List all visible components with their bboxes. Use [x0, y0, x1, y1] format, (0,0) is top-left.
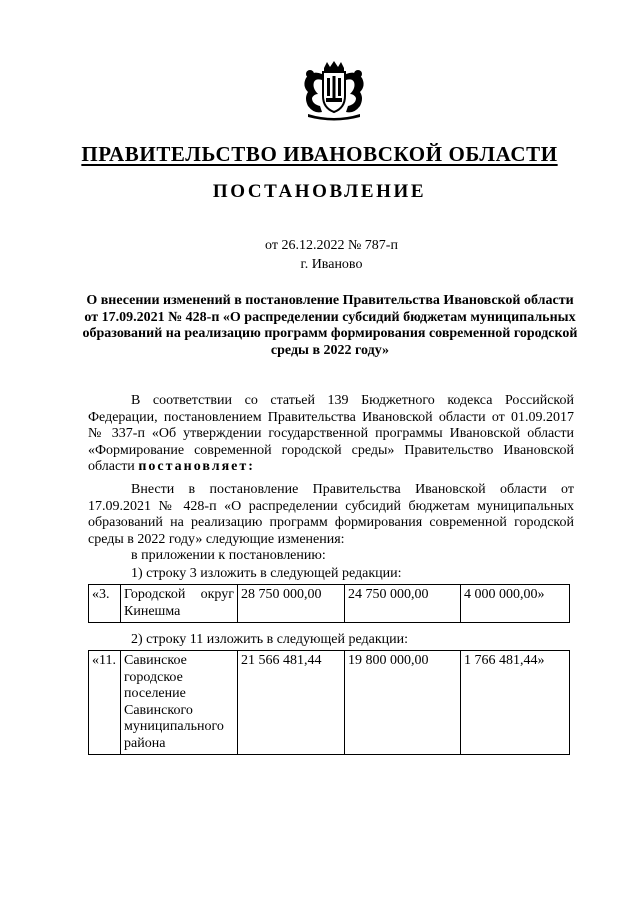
amendment-paragraph: Внести в постановление Правительства Ивановской области от 17.09.2021 № 428-п «О распределении субсидий бюджетам муниципальных образований на реализацию программ формирования современной городской среды в 2022 году» следующие изменения:	[88, 482, 574, 547]
document-city: г. Иваново	[300, 257, 363, 272]
federal-amount: 24 750 000,00	[345, 585, 461, 623]
decree-word: постановляет:	[138, 459, 255, 474]
municipality-name: Городской округ Кинешма	[121, 585, 238, 623]
table-row	[89, 651, 570, 755]
total-amount: 21 566 481,44	[238, 651, 345, 755]
row-3-table	[88, 584, 570, 623]
organization-title: ПРАВИТЕЛЬСТВО ИВАНОВСКОЙ ОБЛАСТИ	[81, 142, 558, 166]
decree-heading: О внесении изменений в постановление Правительства Ивановской области от 17.09.2021 № 428-п «О распределении субсидий бюджетам муниципальных образований на реализацию программ формирования современной городской среды в 2022 году»	[82, 293, 578, 358]
document-type: ПОСТАНОВЛЕНИЕ	[212, 181, 427, 202]
item-2-line: 2) строку 11 изложить в следующей редакции:	[131, 632, 409, 647]
municipality-name: Савинское городское поселение Савинского муниципального района	[121, 651, 238, 755]
preamble-paragraph	[88, 393, 574, 476]
row-number: «3.	[89, 585, 121, 623]
table-row	[89, 585, 570, 623]
item-1-line: 1) строку 3 изложить в следующей редакции:	[131, 566, 402, 581]
federal-amount: 19 800 000,00	[345, 651, 461, 755]
appendix-line: в приложении к постановлению:	[131, 548, 326, 563]
row-number: «11.	[89, 651, 121, 755]
document-date-number: от 26.12.2022 № 787-п	[265, 238, 398, 253]
coat-of-arms-icon	[296, 60, 372, 122]
total-amount: 28 750 000,00	[238, 585, 345, 623]
row-11-table	[88, 650, 570, 755]
regional-amount: 4 000 000,00»	[461, 585, 570, 623]
regional-amount: 1 766 481,44»	[461, 651, 570, 755]
preamble-text: В соответствии со статьей 139 Бюджетного кодекса Российской Федерации, постановлением Правительства Ивановской области от 01.09.2017 № 337-п «Об утверждении государственной программы Ивановской области «Формирование современной городской среды» Правительство Ивановской области	[88, 393, 574, 474]
